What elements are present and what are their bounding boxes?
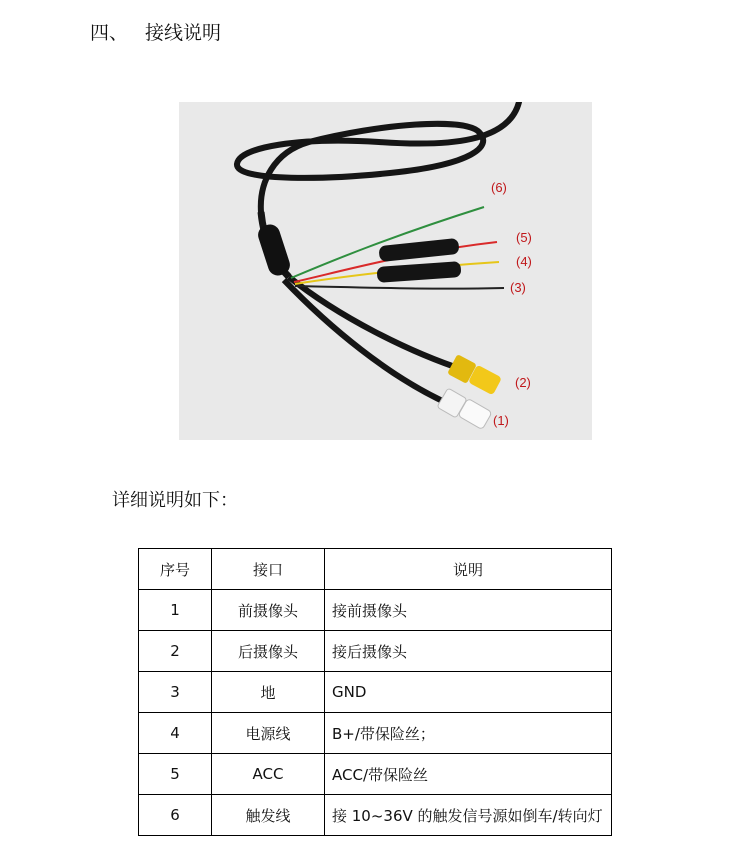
cell-index: 3: [139, 672, 212, 713]
cell-description: 接 10~36V 的触发信号源如倒车/转向灯: [325, 795, 612, 836]
wire-label-1: (1): [493, 413, 509, 428]
header-index: 序号: [139, 549, 212, 590]
cell-index: 4: [139, 713, 212, 754]
cable-photo: [179, 102, 592, 440]
intro-text: 详细说明如下：: [112, 490, 238, 511]
section-number: 四、: [90, 22, 129, 44]
wire-label-4: (4): [516, 254, 532, 269]
table-row: [139, 631, 612, 672]
section-heading: [90, 18, 221, 45]
cell-index: 6: [139, 795, 212, 836]
cell-interface: 后摄像头: [212, 631, 325, 672]
cell-description: 接后摄像头: [325, 631, 612, 672]
cell-description: B+/带保险丝；: [325, 713, 612, 754]
cell-interface: 前摄像头: [212, 590, 325, 631]
table-row: [139, 590, 612, 631]
header-description: 说明: [325, 549, 612, 590]
wiring-harness-illustration: [179, 102, 592, 440]
table-row: [139, 713, 612, 754]
table-row: [139, 672, 612, 713]
header-interface: 接口: [212, 549, 325, 590]
wire-label-2: (2): [515, 375, 531, 390]
table-row: [139, 795, 612, 836]
table-row: [139, 754, 612, 795]
cell-index: 2: [139, 631, 212, 672]
table-header-row: [139, 549, 612, 590]
wiring-table: [138, 548, 612, 836]
cell-index: 5: [139, 754, 212, 795]
cell-description: 接前摄像头: [325, 590, 612, 631]
cell-interface: ACC: [212, 754, 325, 795]
section-title: 接线说明: [145, 22, 222, 44]
cell-description: ACC/带保险丝: [325, 754, 612, 795]
cell-description: GND: [325, 672, 612, 713]
cell-interface: 触发线: [212, 795, 325, 836]
cell-interface: 电源线: [212, 713, 325, 754]
wire-label-3: (3): [510, 280, 526, 295]
wire-label-5: (5): [516, 230, 532, 245]
wire-label-6: (6): [491, 180, 507, 195]
cell-interface: 地: [212, 672, 325, 713]
cell-index: 1: [139, 590, 212, 631]
